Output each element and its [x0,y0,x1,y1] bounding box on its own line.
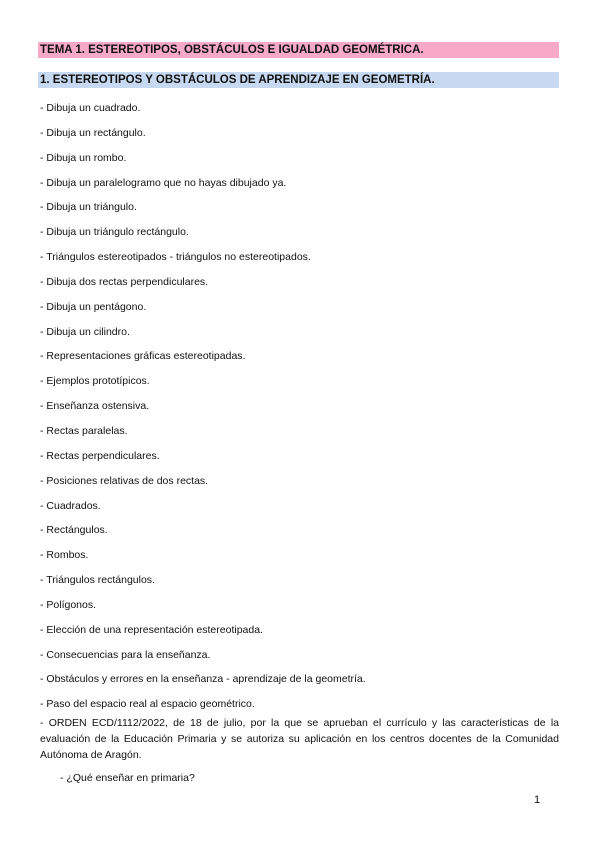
topic-list [40,99,560,720]
list-item: - Posiciones relativas de dos rectas. [40,474,209,487]
list-item: - Dibuja un cuadrado. [40,102,141,114]
list-item: - Dibuja un paralelogramo que no hayas dibujado ya. [40,176,287,189]
list-item: - Enseñanza ostensiva. [40,400,150,413]
list-item: - Obstáculos y errores en la enseñanza - aprendizaje de la geometría. [40,673,366,686]
list-item: - Dibuja dos rectas perpendiculares. [40,275,209,288]
list-item: - Rectas paralelas. [40,424,128,437]
document-title: TEMA 1. ESTEREOTIPOS, OBSTÁCULOS E IGUALDAD GEOMÉTRICA. [38,42,559,58]
list-item: - Rectas perpendiculares. [40,449,160,462]
list-item: - Dibuja un pentágono. [40,300,147,313]
list-item: - Representaciones gráficas estereotipadas. [40,350,246,363]
list-item: - Consecuencias para la enseñanza. [40,648,211,661]
list-item: - Polígonos. [40,598,97,611]
list-item: - Dibuja un rectángulo. [40,126,146,139]
list-item: - Cuadrados. [40,499,101,512]
list-item: - Paso del espacio real al espacio geométrico. [40,698,255,711]
list-item: - Dibuja un triángulo. [40,201,137,214]
legal-reference-paragraph: - ORDEN ECD/1112/2022, de 18 de julio, por la que se aprueban el currículo y las características de la evaluación de la Educación Primaria y se autoriza su aplicación en los centros docentes de la Comunidad Autónoma de Aragón. [40,717,559,761]
list-item: - Dibuja un cilindro. [40,325,130,338]
list-item: - Triángulos rectángulos. [40,574,155,587]
list-item: - Rectángulos. [40,524,108,537]
page-number: 1 [534,794,541,806]
list-item: - Dibuja un triángulo rectángulo. [40,226,189,239]
section-heading: 1. ESTEREOTIPOS Y OBSTÁCULOS DE APRENDIZAJE EN GEOMETRÍA. [38,72,559,88]
list-item: - Elección de una representación estereotipada. [40,623,263,636]
sub-item: - ¿Qué enseñar en primaria? [60,772,195,784]
list-item: - Rombos. [40,549,89,562]
list-item: - Triángulos estereotipados - triángulos no estereotipados. [40,251,311,264]
list-item: - Ejemplos prototípicos. [40,375,150,388]
list-item: - Dibuja un rombo. [40,151,127,164]
